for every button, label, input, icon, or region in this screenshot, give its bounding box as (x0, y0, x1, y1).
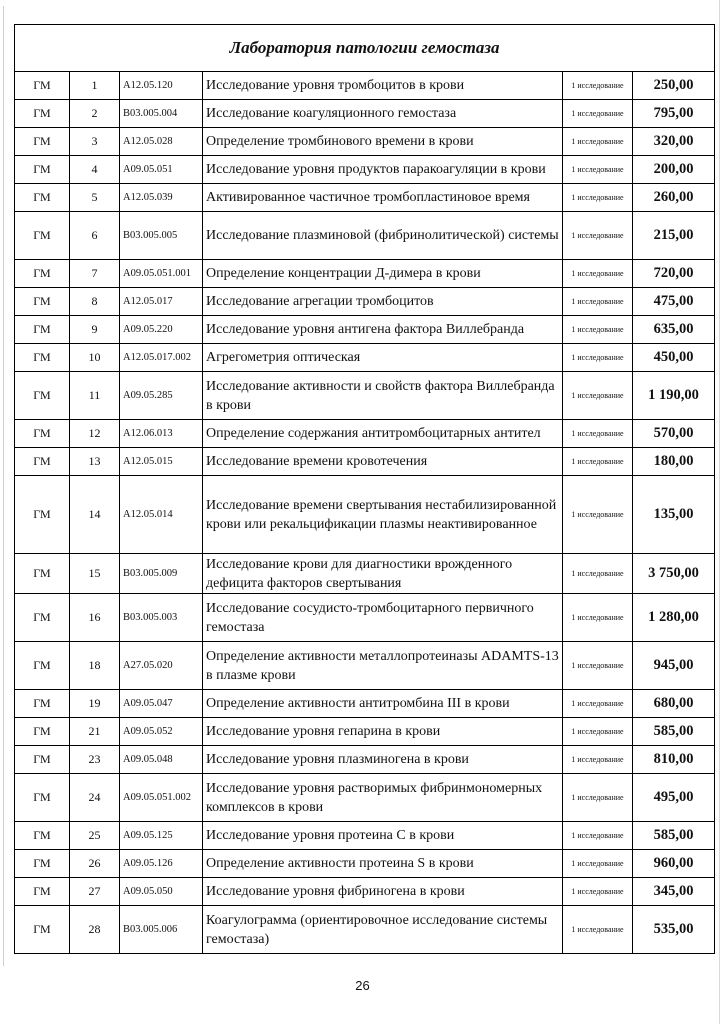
table-cell-group: ГМ (15, 448, 70, 476)
table-cell-price: 495,00 (633, 774, 715, 822)
table-row (15, 260, 715, 288)
table-cell-group: ГМ (15, 72, 70, 100)
table-row (15, 184, 715, 212)
table-cell-price: 200,00 (633, 156, 715, 184)
table-cell-number: 7 (70, 260, 120, 288)
table-row (15, 690, 715, 718)
table-cell-code: A12.05.017 (120, 288, 203, 316)
table-cell-code: A12.05.028 (120, 128, 203, 156)
table-cell-number: 5 (70, 184, 120, 212)
table-row (15, 594, 715, 642)
table-cell-code: B03.005.005 (120, 212, 203, 260)
table-row (15, 476, 715, 554)
table-cell-name: Определение концентрации Д-димера в крови (203, 260, 563, 288)
table-cell-unit: 1 исследование (563, 260, 633, 288)
table-row (15, 850, 715, 878)
table-cell-number: 3 (70, 128, 120, 156)
price-table-body (15, 25, 715, 954)
table-cell-group: ГМ (15, 260, 70, 288)
table-cell-unit: 1 исследование (563, 372, 633, 420)
table-cell-code: B03.005.003 (120, 594, 203, 642)
table-header-row (15, 25, 715, 72)
table-cell-number: 13 (70, 448, 120, 476)
table-cell-price: 215,00 (633, 212, 715, 260)
table-cell-number: 19 (70, 690, 120, 718)
table-cell-group: ГМ (15, 288, 70, 316)
table-cell-unit: 1 исследование (563, 420, 633, 448)
table-cell-group: ГМ (15, 746, 70, 774)
table-cell-code: A09.05.220 (120, 316, 203, 344)
table-row (15, 822, 715, 850)
table-cell-unit: 1 исследование (563, 746, 633, 774)
table-cell-group: ГМ (15, 372, 70, 420)
table-cell-name: Исследование уровня плазминогена в крови (203, 746, 563, 774)
table-cell-code: A09.05.051 (120, 156, 203, 184)
table-cell-unit: 1 исследование (563, 476, 633, 554)
table-cell-group: ГМ (15, 128, 70, 156)
table-cell-name: Определение активности антитромбина III в крови (203, 690, 563, 718)
table-cell-code: A12.05.039 (120, 184, 203, 212)
table-cell-number: 23 (70, 746, 120, 774)
table-cell-number: 16 (70, 594, 120, 642)
table-cell-group: ГМ (15, 878, 70, 906)
scan-edge-left (3, 6, 4, 966)
table-row (15, 448, 715, 476)
table-cell-number: 2 (70, 100, 120, 128)
table-cell-name: Определение содержания антитромбоцитарных антител (203, 420, 563, 448)
table-cell-price: 945,00 (633, 642, 715, 690)
table-cell-price: 345,00 (633, 878, 715, 906)
table-row (15, 774, 715, 822)
table-cell-code: B03.005.004 (120, 100, 203, 128)
table-cell-number: 9 (70, 316, 120, 344)
table-cell-price: 250,00 (633, 72, 715, 100)
table-cell-group: ГМ (15, 690, 70, 718)
table-cell-price: 260,00 (633, 184, 715, 212)
table-cell-price: 1 280,00 (633, 594, 715, 642)
table-cell-code: A27.05.020 (120, 642, 203, 690)
table-cell-name: Исследование уровня антигена фактора Виллебранда (203, 316, 563, 344)
table-cell-price: 960,00 (633, 850, 715, 878)
table-cell-name: Исследование сосудисто-тромбоцитарного первичного гемостаза (203, 594, 563, 642)
table-cell-name: Исследование уровня продуктов паракоагуляции в крови (203, 156, 563, 184)
table-cell-price: 795,00 (633, 100, 715, 128)
table-cell-group: ГМ (15, 850, 70, 878)
table-cell-name: Исследование активности и свойств фактора Виллебранда в крови (203, 372, 563, 420)
table-cell-number: 1 (70, 72, 120, 100)
table-cell-unit: 1 исследование (563, 718, 633, 746)
table-cell-unit: 1 исследование (563, 878, 633, 906)
table-row (15, 906, 715, 954)
table-cell-code: A09.05.285 (120, 372, 203, 420)
table-cell-price: 810,00 (633, 746, 715, 774)
table-cell-name: Исследование уровня растворимых фибринмономерных комплексов в крови (203, 774, 563, 822)
table-cell-unit: 1 исследование (563, 100, 633, 128)
table-row (15, 420, 715, 448)
table-cell-name: Исследование крови для диагностики врожденного дефицита факторов свертывания (203, 554, 563, 594)
table-cell-group: ГМ (15, 822, 70, 850)
table-cell-number: 28 (70, 906, 120, 954)
table-row (15, 316, 715, 344)
table-cell-name: Исследование уровня фибриногена в крови (203, 878, 563, 906)
table-cell-unit: 1 исследование (563, 906, 633, 954)
table-cell-unit: 1 исследование (563, 212, 633, 260)
table-cell-name: Определение тромбинового времени в крови (203, 128, 563, 156)
table-cell-price: 1 190,00 (633, 372, 715, 420)
table-cell-number: 8 (70, 288, 120, 316)
table-cell-group: ГМ (15, 420, 70, 448)
table-cell-group: ГМ (15, 554, 70, 594)
table-cell-number: 25 (70, 822, 120, 850)
table-title: Лаборатория патологии гемостаза (229, 38, 500, 57)
table-cell-code: A12.06.013 (120, 420, 203, 448)
table-cell-unit: 1 исследование (563, 288, 633, 316)
table-cell-unit: 1 исследование (563, 72, 633, 100)
table-cell-unit: 1 исследование (563, 156, 633, 184)
table-cell-code: A12.05.017.002 (120, 344, 203, 372)
table-cell-unit: 1 исследование (563, 316, 633, 344)
table-cell-unit: 1 исследование (563, 850, 633, 878)
table-cell-name: Исследование агрегации тромбоцитов (203, 288, 563, 316)
table-cell-price: 535,00 (633, 906, 715, 954)
table-cell-code: A09.05.051.002 (120, 774, 203, 822)
table-cell-unit: 1 исследование (563, 822, 633, 850)
table-cell-name: Исследование времени кровотечения (203, 448, 563, 476)
table-cell-price: 635,00 (633, 316, 715, 344)
table-cell-group: ГМ (15, 906, 70, 954)
table-cell-name: Определение активности металлопротеиназы ADAMTS-13 в плазме крови (203, 642, 563, 690)
table-row (15, 372, 715, 420)
table-cell-code: A12.05.120 (120, 72, 203, 100)
table-row (15, 72, 715, 100)
table-cell-group: ГМ (15, 718, 70, 746)
table-cell-group: ГМ (15, 476, 70, 554)
table-row (15, 128, 715, 156)
table-row (15, 100, 715, 128)
table-cell-group: ГМ (15, 344, 70, 372)
table-cell-group: ГМ (15, 642, 70, 690)
table-cell-code: A09.05.047 (120, 690, 203, 718)
table-cell-name: Исследование уровня протеина С в крови (203, 822, 563, 850)
table-cell-price: 135,00 (633, 476, 715, 554)
table-cell-unit: 1 исследование (563, 448, 633, 476)
table-row (15, 212, 715, 260)
table-cell-group: ГМ (15, 184, 70, 212)
table-cell-price: 680,00 (633, 690, 715, 718)
scan-edge-right (719, 0, 720, 1024)
table-cell-number: 27 (70, 878, 120, 906)
table-cell-price: 320,00 (633, 128, 715, 156)
table-cell-name: Коагулограмма (ориентировочное исследование системы гемостаза) (203, 906, 563, 954)
page-number: 26 (355, 978, 370, 993)
table-cell-code: B03.005.006 (120, 906, 203, 954)
table-cell-number: 11 (70, 372, 120, 420)
table-cell-price: 475,00 (633, 288, 715, 316)
table-row (15, 344, 715, 372)
table-cell-code: A09.05.048 (120, 746, 203, 774)
table-cell-name: Исследование коагуляционного гемостаза (203, 100, 563, 128)
table-cell-number: 10 (70, 344, 120, 372)
table-cell-code: B03.005.009 (120, 554, 203, 594)
table-row (15, 642, 715, 690)
table-cell-price: 570,00 (633, 420, 715, 448)
table-cell-group: ГМ (15, 316, 70, 344)
table-cell-name: Активированное частичное тромбопластиновое время (203, 184, 563, 212)
table-cell-price: 180,00 (633, 448, 715, 476)
table-row (15, 878, 715, 906)
table-cell-number: 21 (70, 718, 120, 746)
table-cell-group: ГМ (15, 100, 70, 128)
table-cell-price: 450,00 (633, 344, 715, 372)
table-cell-code: A09.05.051.001 (120, 260, 203, 288)
table-cell-unit: 1 исследование (563, 642, 633, 690)
table-cell-price: 720,00 (633, 260, 715, 288)
table-cell-name: Исследование уровня гепарина в крови (203, 718, 563, 746)
table-row (15, 554, 715, 594)
table-cell-number: 18 (70, 642, 120, 690)
table-cell-name: Определение активности протеина S в крови (203, 850, 563, 878)
table-cell-number: 4 (70, 156, 120, 184)
table-title-cell (15, 25, 715, 72)
table-cell-unit: 1 исследование (563, 690, 633, 718)
table-cell-unit: 1 исследование (563, 344, 633, 372)
table-cell-price: 585,00 (633, 718, 715, 746)
table-cell-number: 12 (70, 420, 120, 448)
table-cell-group: ГМ (15, 212, 70, 260)
table-cell-number: 15 (70, 554, 120, 594)
table-cell-name: Исследование времени свертывания нестабилизированной крови или рекальцификации плазмы неактивированное (203, 476, 563, 554)
table-cell-price: 3 750,00 (633, 554, 715, 594)
table-row (15, 288, 715, 316)
table-cell-code: A09.05.126 (120, 850, 203, 878)
table-cell-name: Исследование плазминовой (фибринолитической) системы (203, 212, 563, 260)
table-cell-code: A09.05.125 (120, 822, 203, 850)
table-cell-code: A12.05.015 (120, 448, 203, 476)
price-table (14, 24, 715, 954)
table-cell-price: 585,00 (633, 822, 715, 850)
table-cell-code: A09.05.052 (120, 718, 203, 746)
table-cell-number: 24 (70, 774, 120, 822)
table-row (15, 746, 715, 774)
table-cell-name: Исследование уровня тромбоцитов в крови (203, 72, 563, 100)
table-cell-number: 6 (70, 212, 120, 260)
table-row (15, 718, 715, 746)
table-cell-number: 26 (70, 850, 120, 878)
table-cell-code: A12.05.014 (120, 476, 203, 554)
table-cell-unit: 1 исследование (563, 774, 633, 822)
table-cell-unit: 1 исследование (563, 554, 633, 594)
table-cell-number: 14 (70, 476, 120, 554)
table-cell-group: ГМ (15, 774, 70, 822)
table-cell-code: A09.05.050 (120, 878, 203, 906)
table-cell-name: Агрегометрия оптическая (203, 344, 563, 372)
table-cell-group: ГМ (15, 156, 70, 184)
table-cell-unit: 1 исследование (563, 594, 633, 642)
table-cell-unit: 1 исследование (563, 184, 633, 212)
table-cell-group: ГМ (15, 594, 70, 642)
table-cell-unit: 1 исследование (563, 128, 633, 156)
table-row (15, 156, 715, 184)
